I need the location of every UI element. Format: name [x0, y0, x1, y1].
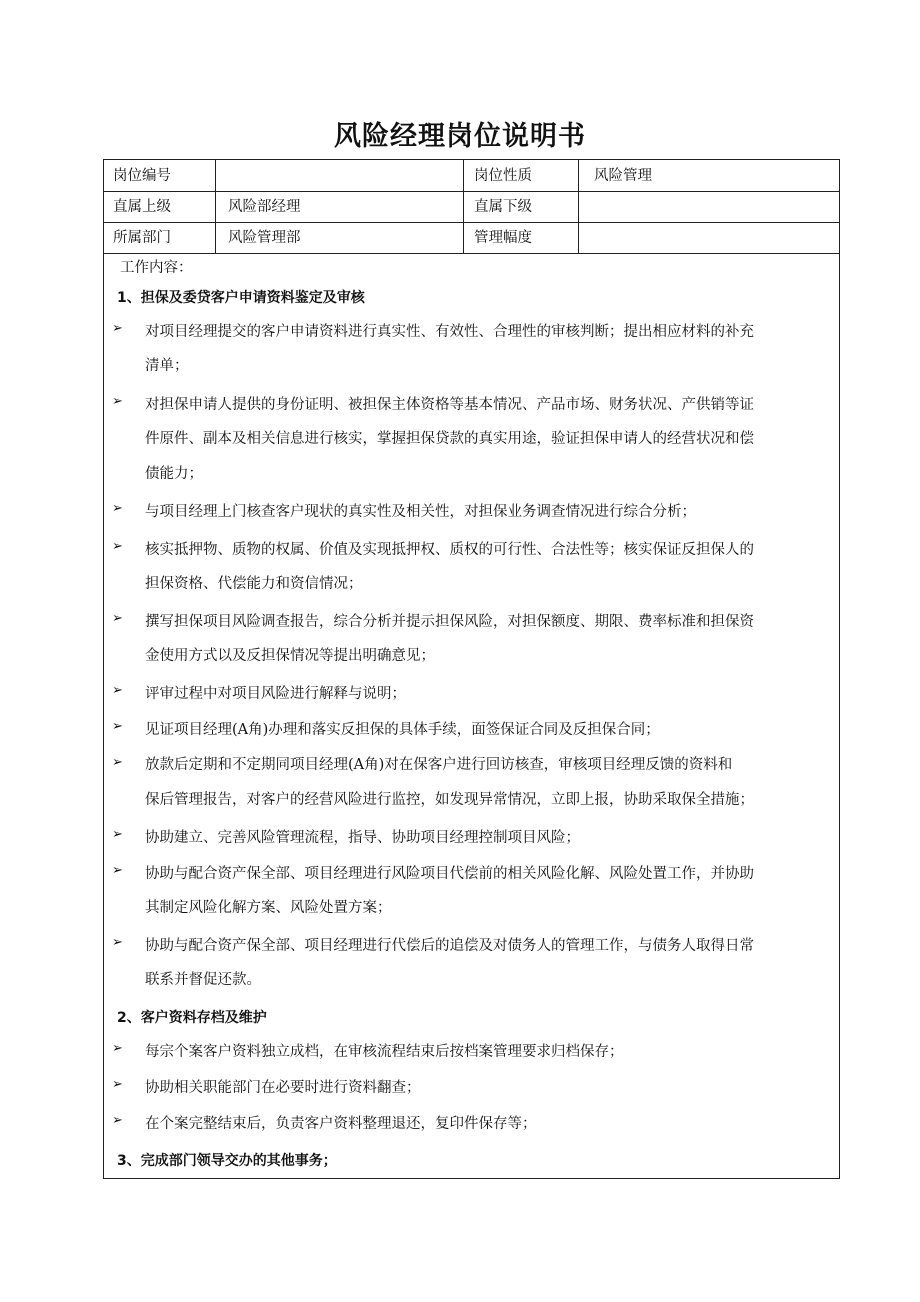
supervisor-value: 风险部经理	[216, 191, 464, 222]
s2-bullet-2: 协助相关职能部门在必要时进行资料翻查；	[145, 1080, 421, 1096]
arrowhead-bullet-icon: ➢	[112, 321, 123, 336]
department-label: 所属部门	[104, 222, 216, 253]
department-value: 风险管理部	[216, 222, 464, 253]
arrowhead-bullet-icon: ➢	[112, 863, 123, 878]
arrowhead-bullet-icon: ➢	[112, 719, 123, 734]
s1-bullet-6-line-1: 评审过程中对项目风险进行解释与说明；	[145, 686, 406, 702]
info-row-department	[104, 222, 839, 254]
s1-bullet-9-line-1: 协助建立、完善风险管理流程，指导、协助项目经理控制项目风险；	[145, 830, 580, 846]
info-row-supervisor	[104, 191, 839, 223]
job-description-table	[103, 159, 840, 1179]
arrowhead-bullet-icon: ➢	[112, 935, 123, 950]
arrowhead-bullet-icon: ➢	[112, 1113, 123, 1128]
position-number-label: 岗位编号	[104, 160, 216, 191]
s1-bullet-1-line-2: 清单；	[145, 358, 189, 374]
supervisor-label: 直属上级	[104, 191, 216, 222]
s1-bullet-10-line-2: 其制定风险化解方案、风险处置方案；	[145, 900, 392, 916]
work-content-label: 工作内容：	[120, 260, 193, 276]
s1-bullet-7-line-1: 见证项目经理(A角)办理和落实反担保的具体手续，面签保证合同及反担保合同；	[145, 722, 660, 738]
management-span-label: 管理幅度	[464, 222, 579, 253]
section-1-title: 1、担保及委贷客户申请资料鉴定及审核	[117, 290, 365, 306]
arrowhead-bullet-icon: ➢	[112, 755, 123, 770]
position-nature-value: 风险管理	[594, 168, 652, 184]
s1-bullet-11-line-1: 协助与配合资产保全部、项目经理进行代偿后的追偿及对债务人的管理工作，与债务人取得日常	[145, 938, 754, 954]
s1-bullet-11-line-2: 联系并督促还款。	[145, 972, 261, 988]
s1-bullet-2-line-3: 债能力；	[145, 466, 203, 482]
s1-bullet-3-line-1: 与项目经理上门核查客户现状的真实性及相关性，对担保业务调查情况进行综合分析；	[145, 504, 696, 520]
s1-bullet-4-line-2: 担保资格、代偿能力和资信情况；	[145, 576, 363, 592]
arrowhead-bullet-icon: ➢	[112, 1041, 123, 1056]
arrowhead-bullet-icon: ➢	[112, 501, 123, 516]
subordinate-value	[579, 191, 839, 222]
s2-bullet-1: 每宗个案客户资料独立成档，在审核流程结束后按档案管理要求归档保存；	[145, 1044, 624, 1060]
s1-bullet-5-line-1: 撰写担保项目风险调查报告，综合分析并提示担保风险，对担保额度、期限、费率标准和担保资	[145, 614, 754, 630]
arrowhead-bullet-icon: ➢	[112, 1077, 123, 1092]
s1-bullet-2-line-2: 件原件、副本及相关信息进行核实，掌握担保贷款的真实用途，验证担保申请人的经营状况和偿	[145, 431, 754, 447]
s1-bullet-5-line-2: 金使用方式以及反担保情况等提出明确意见；	[145, 648, 435, 664]
management-span-value	[579, 222, 839, 253]
arrowhead-bullet-icon: ➢	[112, 827, 123, 842]
arrowhead-bullet-icon: ➢	[112, 394, 123, 409]
s2-bullet-3: 在个案完整结束后，负责客户资料整理退还，复印件保存等；	[145, 1116, 537, 1132]
section-2-title: 2、客户资料存档及维护	[117, 1010, 267, 1026]
s1-bullet-10-line-1: 协助与配合资产保全部、项目经理进行风险项目代偿前的相关风险化解、风险处置工作，并协助	[145, 866, 754, 882]
position-number-value	[216, 160, 464, 191]
arrowhead-bullet-icon: ➢	[112, 539, 123, 554]
s1-bullet-8-line-1: 放款后定期和不定期同项目经理(A角)对在保客户进行回访核查，审核项目经理反馈的资料和	[145, 757, 733, 773]
arrowhead-bullet-icon: ➢	[112, 611, 123, 626]
s1-bullet-1-line-1: 对项目经理提交的客户申请资料进行真实性、有效性、合理性的审核判断；提出相应材料的补充	[145, 324, 754, 340]
s1-bullet-2-line-1: 对担保申请人提供的身份证明、被担保主体资格等基本情况、产品市场、财务状况、产供销等证	[145, 397, 754, 413]
position-nature-label: 岗位性质	[464, 160, 579, 191]
section-3-title: 3、完成部门领导交办的其他事务；	[117, 1153, 337, 1169]
s1-bullet-4-line-1: 核实抵押物、质物的权属、价值及实现抵押权、质权的可行性、合法性等；核实保证反担保人的	[145, 542, 754, 558]
info-row-position	[104, 160, 839, 192]
page-title: 风险经理岗位说明书	[334, 121, 586, 152]
arrowhead-bullet-icon: ➢	[112, 683, 123, 698]
s1-bullet-8-line-2: 保后管理报告，对客户的经营风险进行监控，如发现异常情况，立即上报，协助采取保全措施；	[145, 792, 754, 808]
subordinate-label: 直属下级	[464, 191, 579, 222]
